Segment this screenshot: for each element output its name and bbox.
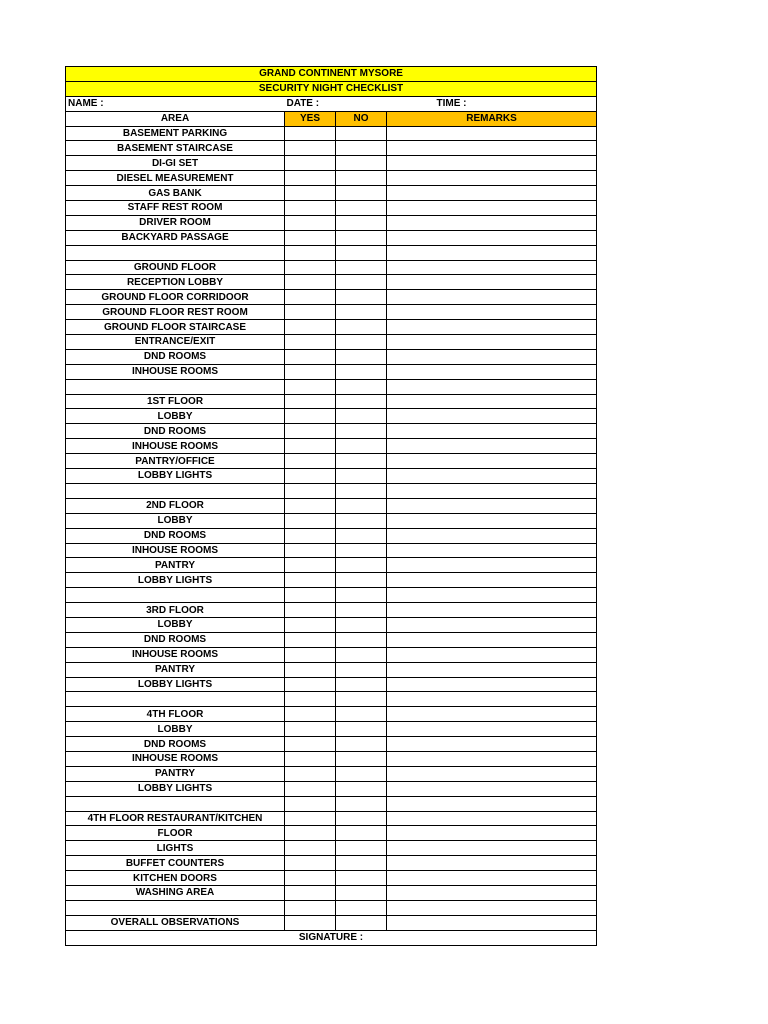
table-row [66,483,597,498]
area-cell: DND ROOMS [66,737,285,752]
no-cell[interactable] [336,141,387,156]
remarks-cell[interactable] [387,335,597,350]
table-row [66,424,597,439]
no-cell[interactable] [336,528,387,543]
yes-cell[interactable] [285,141,336,156]
no-cell[interactable] [336,766,387,781]
no-cell[interactable] [336,394,387,409]
table-row [66,469,597,484]
area-cell: INHOUSE ROOMS [66,751,285,766]
remarks-cell[interactable] [387,498,597,513]
checklist-sheet [65,66,596,946]
area-cell: PANTRY/OFFICE [66,454,285,469]
area-cell: PANTRY [66,662,285,677]
table-row [66,201,597,216]
no-cell[interactable] [336,260,387,275]
area-cell: INHOUSE ROOMS [66,439,285,454]
remarks-cell[interactable] [387,349,597,364]
checklist-title: SECURITY NIGHT CHECKLIST [66,81,597,96]
no-cell[interactable] [336,320,387,335]
yes-cell[interactable] [285,766,336,781]
remarks-cell[interactable] [387,513,597,528]
table-row [66,751,597,766]
yes-cell[interactable] [285,349,336,364]
area-cell [66,588,285,603]
table-row [66,766,597,781]
table-row [66,186,597,201]
no-cell[interactable] [336,126,387,141]
remarks-cell[interactable] [387,424,597,439]
table-row [66,856,597,871]
area-cell: GROUND FLOOR CORRIDOOR [66,290,285,305]
date-label: DATE : [285,96,387,111]
remarks-cell[interactable] [387,201,597,216]
table-row [66,379,597,394]
column-header-row [66,111,597,126]
area-cell: DND ROOMS [66,632,285,647]
area-cell: LOBBY [66,409,285,424]
remarks-cell[interactable] [387,528,597,543]
remarks-cell[interactable] [387,469,597,484]
area-cell: GROUND FLOOR STAIRCASE [66,320,285,335]
remarks-cell[interactable] [387,156,597,171]
area-cell: 2ND FLOOR [66,498,285,513]
no-cell[interactable] [336,751,387,766]
yes-cell[interactable] [285,156,336,171]
remarks-cell[interactable] [387,126,597,141]
no-cell[interactable] [336,171,387,186]
area-cell [66,245,285,260]
table-row [66,394,597,409]
remarks-cell[interactable] [387,141,597,156]
no-cell[interactable] [336,841,387,856]
yes-cell[interactable] [285,722,336,737]
no-cell[interactable] [336,543,387,558]
no-cell[interactable] [336,722,387,737]
remarks-cell[interactable] [387,543,597,558]
table-row [66,588,597,603]
area-cell: BACKYARD PASSAGE [66,230,285,245]
yes-cell[interactable] [285,751,336,766]
col-yes: YES [285,111,336,126]
no-cell[interactable] [336,364,387,379]
table-row [66,677,597,692]
yes-cell[interactable] [285,885,336,900]
no-cell[interactable] [336,469,387,484]
area-cell: DND ROOMS [66,424,285,439]
yes-cell[interactable] [285,796,336,811]
area-cell [66,796,285,811]
no-cell[interactable] [336,871,387,886]
yes-cell[interactable] [285,513,336,528]
remarks-cell[interactable] [387,841,597,856]
remarks-cell[interactable] [387,558,597,573]
no-cell[interactable] [336,201,387,216]
area-cell: KITCHEN DOORS [66,871,285,886]
yes-cell[interactable] [285,305,336,320]
no-cell[interactable] [336,186,387,201]
yes-cell[interactable] [285,603,336,618]
no-cell[interactable] [336,215,387,230]
table-row [66,439,597,454]
area-cell: WASHING AREA [66,885,285,900]
remarks-cell[interactable] [387,826,597,841]
remarks-cell[interactable] [387,275,597,290]
area-cell: 3RD FLOOR [66,603,285,618]
remarks-cell[interactable] [387,215,597,230]
area-cell: STAFF REST ROOM [66,201,285,216]
yes-cell[interactable] [285,290,336,305]
table-row [66,305,597,320]
yes-cell[interactable] [285,186,336,201]
remarks-cell[interactable] [387,751,597,766]
yes-cell[interactable] [285,647,336,662]
yes-cell[interactable] [285,871,336,886]
signature-label: SIGNATURE : [66,930,597,945]
remarks-cell[interactable] [387,871,597,886]
remarks-cell[interactable] [387,290,597,305]
area-cell: GAS BANK [66,186,285,201]
table-row [66,811,597,826]
no-cell[interactable] [336,737,387,752]
yes-cell[interactable] [285,737,336,752]
no-cell[interactable] [336,245,387,260]
area-cell [66,483,285,498]
table-row [66,737,597,752]
remarks-cell[interactable] [387,766,597,781]
yes-cell[interactable] [285,424,336,439]
area-cell: BUFFET COUNTERS [66,856,285,871]
remarks-cell[interactable] [387,632,597,647]
hotel-title: GRAND CONTINENT MYSORE [66,67,597,82]
remarks-cell[interactable] [387,885,597,900]
no-cell[interactable] [336,379,387,394]
remarks-cell[interactable] [387,260,597,275]
remarks-cell[interactable] [387,409,597,424]
remarks-cell[interactable] [387,588,597,603]
yes-cell[interactable] [285,126,336,141]
no-cell[interactable] [336,662,387,677]
no-cell[interactable] [336,349,387,364]
yes-cell[interactable] [285,558,336,573]
col-no: NO [336,111,387,126]
subtitle-row [66,81,597,96]
yes-cell[interactable] [285,528,336,543]
remarks-cell[interactable] [387,603,597,618]
no-cell[interactable] [336,796,387,811]
no-cell[interactable] [336,275,387,290]
table-row [66,349,597,364]
checklist-table [65,66,597,946]
yes-cell[interactable] [285,335,336,350]
area-cell: LOBBY [66,513,285,528]
yes-cell[interactable] [285,573,336,588]
yes-cell[interactable] [285,588,336,603]
no-cell[interactable] [336,558,387,573]
yes-cell[interactable] [285,692,336,707]
yes-cell[interactable] [285,439,336,454]
yes-cell[interactable] [285,215,336,230]
table-row [66,722,597,737]
area-cell: LOBBY LIGHTS [66,781,285,796]
remarks-cell[interactable] [387,320,597,335]
title-row [66,67,597,82]
table-row [66,215,597,230]
meta-row [66,96,597,111]
no-cell[interactable] [336,915,387,930]
remarks-cell[interactable] [387,811,597,826]
remarks-cell[interactable] [387,692,597,707]
yes-cell[interactable] [285,617,336,632]
remarks-cell[interactable] [387,856,597,871]
no-cell[interactable] [336,677,387,692]
yes-cell[interactable] [285,900,336,915]
yes-cell[interactable] [285,364,336,379]
remarks-cell[interactable] [387,647,597,662]
yes-cell[interactable] [285,454,336,469]
table-row [66,900,597,915]
no-cell[interactable] [336,439,387,454]
no-cell[interactable] [336,632,387,647]
no-cell[interactable] [336,647,387,662]
table-row [66,662,597,677]
area-cell: GROUND FLOOR REST ROOM [66,305,285,320]
area-cell: LOBBY LIGHTS [66,573,285,588]
no-cell[interactable] [336,409,387,424]
area-cell: INHOUSE ROOMS [66,364,285,379]
area-cell: FLOOR [66,826,285,841]
area-cell: GROUND FLOOR [66,260,285,275]
remarks-cell[interactable] [387,737,597,752]
no-cell[interactable] [336,335,387,350]
area-cell: PANTRY [66,558,285,573]
no-cell[interactable] [336,454,387,469]
remarks-cell[interactable] [387,394,597,409]
yes-cell[interactable] [285,260,336,275]
yes-cell[interactable] [285,320,336,335]
table-row [66,617,597,632]
col-remarks: REMARKS [387,111,597,126]
table-row [66,230,597,245]
yes-cell[interactable] [285,469,336,484]
table-row [66,915,597,930]
no-cell[interactable] [336,424,387,439]
table-row [66,290,597,305]
yes-cell[interactable] [285,826,336,841]
table-row [66,528,597,543]
remarks-cell[interactable] [387,454,597,469]
remarks-cell[interactable] [387,483,597,498]
yes-cell[interactable] [285,543,336,558]
yes-cell[interactable] [285,915,336,930]
table-row [66,141,597,156]
table-row [66,335,597,350]
time-label: TIME : [387,96,597,111]
area-cell: BASEMENT STAIRCASE [66,141,285,156]
table-row [66,245,597,260]
no-cell[interactable] [336,230,387,245]
remarks-cell[interactable] [387,617,597,632]
no-cell[interactable] [336,603,387,618]
table-row [66,498,597,513]
table-row [66,364,597,379]
remarks-cell[interactable] [387,722,597,737]
no-cell[interactable] [336,826,387,841]
remarks-cell[interactable] [387,900,597,915]
signature-row [66,930,597,945]
yes-cell[interactable] [285,856,336,871]
table-row [66,826,597,841]
yes-cell[interactable] [285,677,336,692]
yes-cell[interactable] [285,230,336,245]
table-row [66,543,597,558]
no-cell[interactable] [336,588,387,603]
area-cell: RECEPTION LOBBY [66,275,285,290]
area-cell [66,692,285,707]
table-row [66,573,597,588]
table-row [66,260,597,275]
table-row [66,320,597,335]
area-cell: DIESEL MEASUREMENT [66,171,285,186]
remarks-cell[interactable] [387,677,597,692]
no-cell[interactable] [336,290,387,305]
no-cell[interactable] [336,305,387,320]
no-cell[interactable] [336,811,387,826]
remarks-cell[interactable] [387,781,597,796]
yes-cell[interactable] [285,171,336,186]
table-row [66,885,597,900]
remarks-cell[interactable] [387,439,597,454]
area-cell: DI-GI SET [66,156,285,171]
remarks-cell[interactable] [387,796,597,811]
no-cell[interactable] [336,513,387,528]
area-cell: 4TH FLOOR RESTAURANT/KITCHEN [66,811,285,826]
table-row [66,126,597,141]
name-label: NAME : [66,96,285,111]
area-cell: BASEMENT PARKING [66,126,285,141]
table-row [66,171,597,186]
no-cell[interactable] [336,498,387,513]
table-row [66,841,597,856]
table-row [66,796,597,811]
remarks-cell[interactable] [387,245,597,260]
area-cell: LIGHTS [66,841,285,856]
yes-cell[interactable] [285,498,336,513]
remarks-cell[interactable] [387,230,597,245]
yes-cell[interactable] [285,841,336,856]
remarks-cell[interactable] [387,915,597,930]
no-cell[interactable] [336,900,387,915]
yes-cell[interactable] [285,201,336,216]
remarks-cell[interactable] [387,662,597,677]
yes-cell[interactable] [285,275,336,290]
no-cell[interactable] [336,885,387,900]
table-row [66,454,597,469]
area-cell: DND ROOMS [66,528,285,543]
remarks-cell[interactable] [387,364,597,379]
remarks-cell[interactable] [387,707,597,722]
area-cell: DRIVER ROOM [66,215,285,230]
area-cell: OVERALL OBSERVATIONS [66,915,285,930]
table-row [66,156,597,171]
area-cell: ENTRANCE/EXIT [66,335,285,350]
table-row [66,409,597,424]
no-cell[interactable] [336,483,387,498]
no-cell[interactable] [336,781,387,796]
yes-cell[interactable] [285,781,336,796]
table-row [66,603,597,618]
no-cell[interactable] [336,617,387,632]
yes-cell[interactable] [285,811,336,826]
area-cell: 1ST FLOOR [66,394,285,409]
remarks-cell[interactable] [387,305,597,320]
area-cell: LOBBY LIGHTS [66,677,285,692]
area-cell: PANTRY [66,766,285,781]
yes-cell[interactable] [285,409,336,424]
no-cell[interactable] [336,573,387,588]
area-cell [66,900,285,915]
yes-cell[interactable] [285,379,336,394]
table-row [66,632,597,647]
table-row [66,781,597,796]
area-cell: INHOUSE ROOMS [66,543,285,558]
yes-cell[interactable] [285,707,336,722]
table-row [66,513,597,528]
remarks-cell[interactable] [387,171,597,186]
area-cell: DND ROOMS [66,349,285,364]
area-cell: INHOUSE ROOMS [66,647,285,662]
yes-cell[interactable] [285,394,336,409]
col-area: AREA [66,111,285,126]
no-cell[interactable] [336,692,387,707]
table-row [66,275,597,290]
table-row [66,692,597,707]
no-cell[interactable] [336,856,387,871]
area-cell [66,379,285,394]
yes-cell[interactable] [285,662,336,677]
table-row [66,871,597,886]
remarks-cell[interactable] [387,379,597,394]
area-cell: LOBBY LIGHTS [66,469,285,484]
area-cell: LOBBY [66,617,285,632]
table-row [66,707,597,722]
no-cell[interactable] [336,156,387,171]
table-row [66,558,597,573]
area-cell: LOBBY [66,722,285,737]
no-cell[interactable] [336,707,387,722]
yes-cell[interactable] [285,245,336,260]
area-cell: 4TH FLOOR [66,707,285,722]
remarks-cell[interactable] [387,186,597,201]
yes-cell[interactable] [285,483,336,498]
remarks-cell[interactable] [387,573,597,588]
table-row [66,647,597,662]
yes-cell[interactable] [285,632,336,647]
